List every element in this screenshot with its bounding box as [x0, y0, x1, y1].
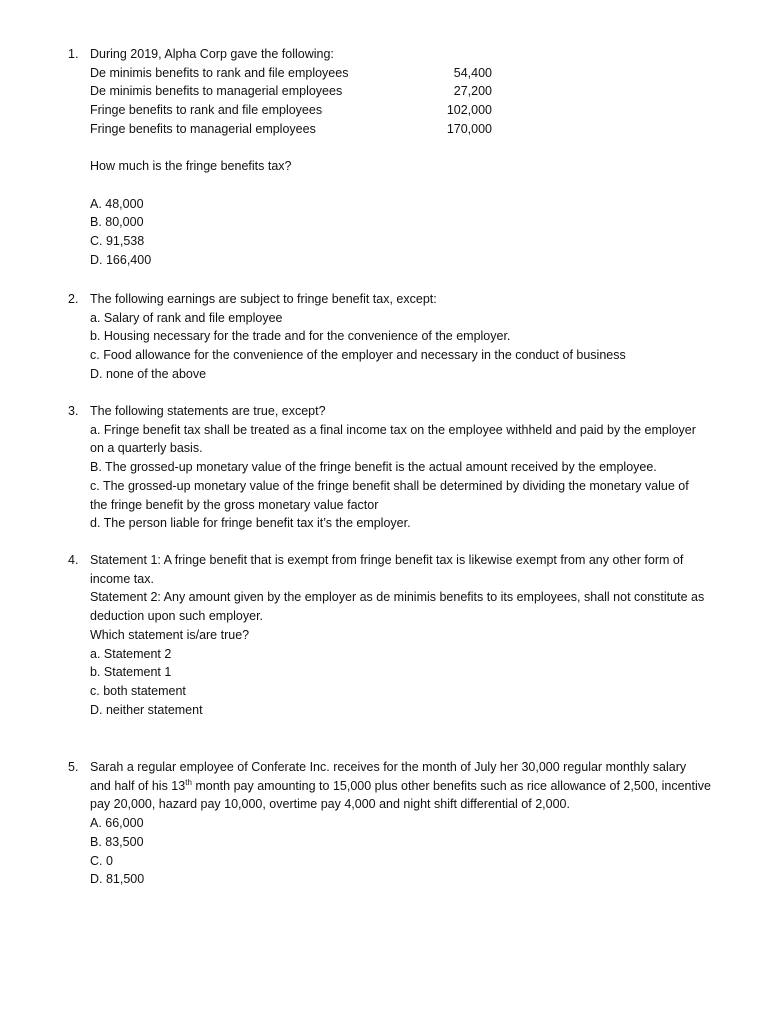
- question-stem: During 2019, Alpha Corp gave the following:: [90, 47, 334, 61]
- benefit-amount: 27,200: [453, 84, 492, 99]
- answer-choice: B. The grossed-up monetary value of the fringe benefit is the actual amount received by the employee.: [90, 460, 657, 475]
- benefit-amount: 102,000: [446, 103, 492, 118]
- question-number: 2.: [68, 292, 79, 306]
- answer-choice-continued: the fringe benefit by the gross monetary value factor: [90, 497, 379, 512]
- benefit-row: [90, 82, 728, 101]
- question-3: [68, 402, 728, 533]
- answer-choice: c. both statement: [90, 683, 186, 698]
- question-4: [68, 551, 728, 719]
- answer-choice: A. 48,000: [90, 196, 144, 211]
- question-1: [68, 45, 728, 269]
- answer-choice: B. 80,000: [90, 215, 144, 230]
- answer-choice: C. 0: [90, 853, 113, 868]
- benefit-row: [90, 64, 728, 83]
- benefit-label: Fringe benefits to rank and file employees: [90, 103, 323, 118]
- benefit-amount: 170,000: [446, 121, 492, 136]
- benefit-label: De minimis benefits to rank and file employees: [90, 65, 349, 80]
- question-5: [68, 758, 728, 889]
- question-number: 4.: [68, 553, 79, 567]
- answer-choice: D. neither statement: [90, 702, 203, 717]
- benefit-label: Fringe benefits to managerial employees: [90, 121, 316, 136]
- answer-choice: D. 166,400: [90, 252, 152, 267]
- answer-choice: d. The person liable for fringe benefit tax it’s the employer.: [90, 516, 411, 531]
- answer-choice: a. Fringe benefit tax shall be treated as a final income tax on the employee withheld and paid by the employer: [90, 422, 696, 437]
- benefit-label: De minimis benefits to managerial employees: [90, 84, 343, 99]
- question-stem-continued: pay 20,000, hazard pay 10,000, overtime pay 4,000 and night shift differential of 2,000.: [90, 797, 570, 812]
- question-stem: The following earnings are subject to fringe benefit tax, except:: [90, 292, 437, 306]
- answer-choice: B. 83,500: [90, 834, 144, 849]
- question-stem: Sarah a regular employee of Conferate Inc. receives for the month of July her 30,000 regular monthly salary: [90, 760, 687, 774]
- answer-choice-continued: on a quarterly basis.: [90, 441, 203, 456]
- answer-choice: C. 91,538: [90, 234, 145, 248]
- statement-1-continued: income tax.: [90, 571, 154, 586]
- question-prompt: Which statement is/are true?: [90, 627, 250, 642]
- answer-choice: a. Salary of rank and file employee: [90, 310, 283, 325]
- question-prompt: How much is the fringe benefits tax?: [90, 159, 292, 174]
- ordinal-superscript: th: [185, 777, 192, 787]
- question-stem-continued: [90, 777, 728, 796]
- stem-text: month pay amounting to 15,000 plus other benefits such as rice allowance of 2,500, incentive: [191, 778, 711, 793]
- benefit-row: [90, 101, 728, 120]
- statement-2: Statement 2: Any amount given by the employer as de minimis benefits to its employees, shall not constitute as: [90, 590, 705, 605]
- answer-choice: b. Housing necessary for the trade and for the convenience of the employer.: [90, 329, 511, 344]
- statement-2-continued: deduction upon such employer.: [90, 609, 264, 624]
- answer-choice: A. 66,000: [90, 816, 144, 831]
- question-number: 5.: [68, 760, 79, 774]
- benefit-row: [90, 120, 728, 139]
- answer-choice: b. Statement 1: [90, 665, 172, 680]
- question-number: 3.: [68, 404, 79, 418]
- stem-text: and half of his 13: [90, 778, 186, 793]
- answer-choice: c. Food allowance for the convenience of the employer and necessary in the conduct of business: [90, 348, 626, 363]
- statement-1: Statement 1: A fringe benefit that is exempt from fringe benefit tax is likewise exempt from any other form of: [90, 553, 684, 567]
- answer-choice: c. The grossed-up monetary value of the fringe benefit shall be determined by dividing the monetary value of: [90, 478, 689, 493]
- question-number: 1.: [68, 47, 79, 61]
- answer-choice: D. none of the above: [90, 366, 207, 381]
- question-2: [68, 290, 728, 384]
- question-stem: The following statements are true, except?: [90, 404, 326, 418]
- benefit-amount: 54,400: [453, 65, 492, 80]
- answer-choice: a. Statement 2: [90, 646, 172, 661]
- answer-choice: D. 81,500: [90, 872, 145, 887]
